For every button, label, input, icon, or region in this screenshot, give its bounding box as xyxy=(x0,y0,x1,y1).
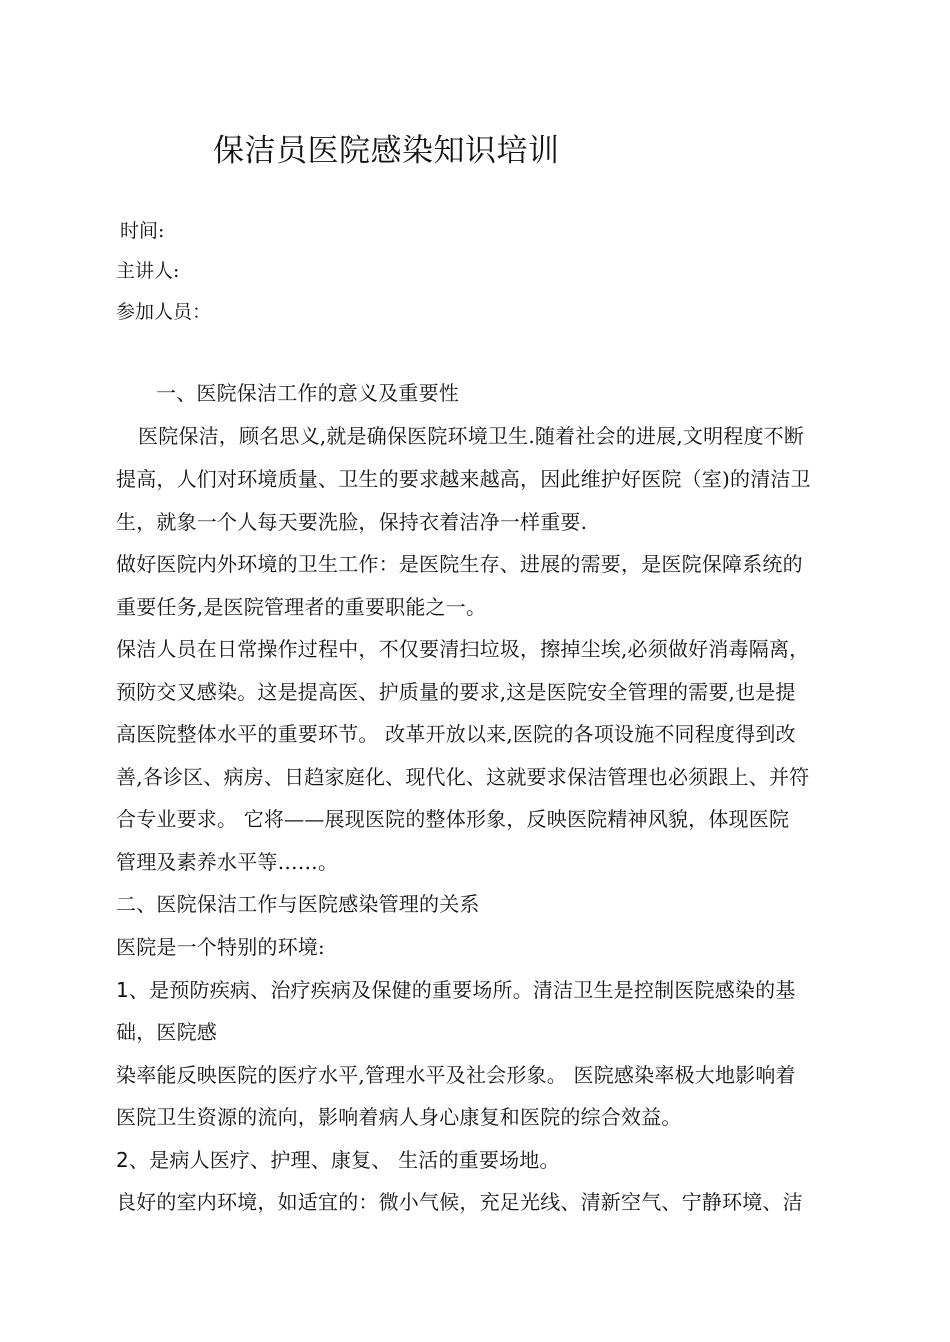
paragraph-line: 合专业要求。 它将——展现医院的整体形象，反映医院精神风貌，体现医院 xyxy=(116,807,790,831)
paragraph-line: 础，医院感 xyxy=(116,1020,217,1044)
section-heading-2: 二、医院保洁工作与医院感染管理的关系 xyxy=(116,892,480,916)
paragraph-line: 生，就象一个人每天要洗脸，保持衣着洁净一样重要. xyxy=(116,510,588,534)
meta-time-label: 时间: xyxy=(120,220,165,242)
numbered-item-2: 2、是病人医疗、护理、康复、 生活的重要场地。 xyxy=(116,1148,560,1172)
paragraph-line: 医院卫生资源的流向，影响着病人身心康复和医院的综合效益。 xyxy=(116,1105,682,1129)
paragraph-line: 染率能反映医院的医疗水平,管理水平及社会形象。 医院感染率极大地影响着 xyxy=(116,1063,796,1087)
paragraph-line: 重要任务,是医院管理者的重要职能之一。 xyxy=(116,595,487,619)
paragraph-line: 保洁人员在日常操作过程中，不仅要清扫垃圾，擦掉尘埃,必须做好消毒隔离， xyxy=(116,637,810,661)
paragraph-line: 善,各诊区、病房、日趋家庭化、现代化、这就要求保洁管理也必须跟上、并符 xyxy=(116,765,810,789)
paragraph-line: 医院保洁，顾名思义,就是确保医院环境卫生.随着社会的进展,文明程度不断 xyxy=(138,424,805,448)
section-heading-1: 一、医院保洁工作的意义及重要性 xyxy=(156,381,459,405)
paragraph-line: 医院是一个特别的环境: xyxy=(116,935,325,959)
meta-attendees-label: 参加人员： xyxy=(116,301,212,323)
paragraph-line: 提高，人们对环境质量、卫生的要求越来越高，因此维护好医院（室)的清洁卫 xyxy=(116,467,811,491)
paragraph-line: 良好的室内环境，如适宜的：微小气候，充足光线、清新空气、宁静环境、洁 xyxy=(116,1190,803,1214)
paragraph-line: 做好医院内外环境的卫生工作：是医院生存、进展的需要，是医院保障系统的 xyxy=(116,552,803,576)
numbered-item-1: 1、是预防疾病、治疗疾病及保健的重要场所。清洁卫生是控制医院感染的基 xyxy=(116,978,796,1002)
meta-speaker-label: 主讲人: xyxy=(116,260,180,282)
paragraph-line: 管理及素养水平等……。 xyxy=(116,850,339,874)
paragraph-line: 高医院整体水平的重要环节。 改革开放以来,医院的各项设施不同程度得到改 xyxy=(116,722,796,746)
paragraph-line: 预防交叉感染。这是提高医、护质量的要求,这是医院安全管理的需要,也是提 xyxy=(116,680,796,704)
document-title: 保洁员医院感染知识培训 xyxy=(213,133,560,169)
